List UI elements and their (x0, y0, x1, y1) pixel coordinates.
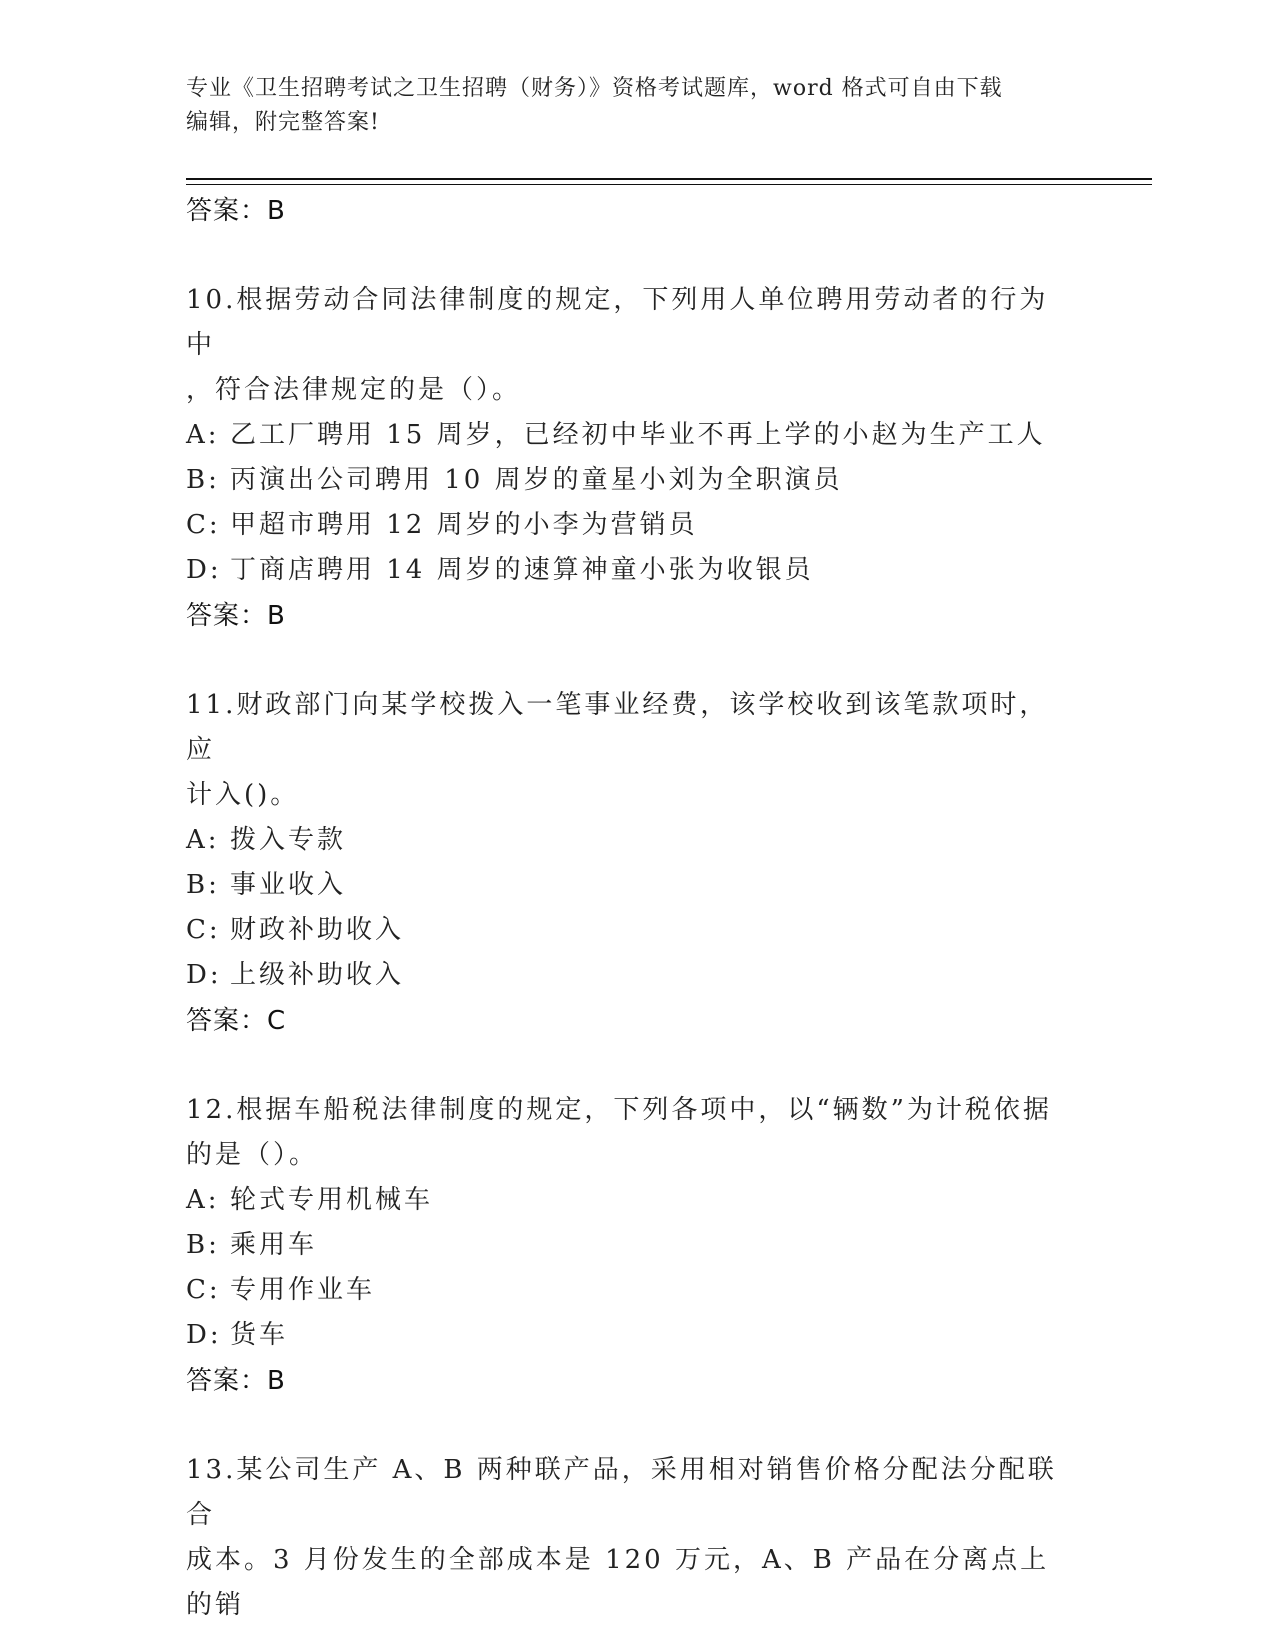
header-line-1: 专业《卫生招聘考试之卫生招聘（财务）》资格考试题库，word 格式可自由下载 (186, 76, 1003, 101)
option-text: 乙工厂聘用 15 周岁，已经初中毕业不再上学的小赵为生产工人 (230, 420, 1046, 450)
option-text: 轮式专用机械车 (230, 1185, 434, 1215)
option-a (186, 818, 1086, 863)
question-stem-line: 12.根据车船税法律制度的规定，下列各项中，以“辆数”为计税依据 (186, 1095, 1052, 1125)
option-a (186, 1178, 1086, 1223)
question-stem-line: ，符合法律规定的是（）。 (186, 375, 522, 405)
question-stem-line: 的是（）。 (186, 1140, 319, 1170)
option-text: 事业收入 (230, 870, 347, 900)
option-c (186, 908, 1086, 953)
question-stem-line: 11.财政部门向某学校拨入一笔事业经费，该学校收到该笔款项时，应 (186, 690, 1049, 765)
option-c (186, 1268, 1086, 1313)
option-b (186, 1223, 1086, 1268)
question-stem-line: 10.根据劳动合同法律制度的规定，下列用人单位聘用劳动者的行为中 (186, 285, 1049, 360)
option-text: 拨入专款 (230, 825, 347, 855)
option-c (186, 503, 1086, 548)
option-a (186, 413, 1086, 458)
answer-line: 答案：B (186, 1366, 286, 1396)
question-block-10 (186, 278, 1086, 639)
option-key: B: (186, 1230, 220, 1260)
option-key: C: (186, 915, 221, 945)
option-d (186, 548, 1086, 593)
answer-line: 答案：B (186, 601, 286, 631)
question-block-12 (186, 1088, 1086, 1404)
option-key: B: (186, 465, 220, 495)
spacer (186, 1044, 1086, 1088)
spacer (186, 639, 1086, 683)
spacer (186, 1404, 1086, 1448)
header-line-2: 编辑，附完整答案! (186, 110, 380, 135)
option-text: 乘用车 (230, 1230, 318, 1260)
option-text: 甲超市聘用 12 周岁的小李为营销员 (230, 510, 698, 540)
header-divider-thick (186, 178, 1152, 180)
question-stem-line: 计入()。 (186, 780, 300, 810)
document-header (186, 72, 1086, 140)
option-b (186, 863, 1086, 908)
header-divider-thin (186, 184, 1152, 185)
question-block-13 (186, 1448, 1086, 1628)
option-text: 丙演出公司聘用 10 周岁的童星小刘为全职演员 (230, 465, 843, 495)
option-key: D: (186, 960, 222, 990)
option-b (186, 458, 1086, 503)
option-key: C: (186, 510, 221, 540)
document-body (186, 188, 1086, 1628)
option-text: 货车 (230, 1320, 289, 1350)
option-key: A: (186, 1185, 220, 1215)
answer-line: 答案：C (186, 1006, 287, 1036)
option-d (186, 1313, 1086, 1358)
option-key: A: (186, 420, 220, 450)
option-text: 丁商店聘用 14 周岁的速算神童小张为收银员 (230, 555, 814, 585)
option-key: B: (186, 870, 220, 900)
option-text: 上级补助收入 (230, 960, 405, 990)
option-key: A: (186, 825, 220, 855)
option-text: 财政补助收入 (230, 915, 405, 945)
question-stem-line: 13.某公司生产 A、B 两种联产品，采用相对销售价格分配法分配联合 (186, 1455, 1057, 1530)
spacer (186, 234, 1086, 278)
option-key: D: (186, 1320, 222, 1350)
answer-line: 答案：B (186, 196, 286, 226)
question-stem-line: 成本。3 月份发生的全部成本是 120 万元，A、B 产品在分离点上的销 (186, 1545, 1050, 1620)
question-block-11 (186, 683, 1086, 1044)
option-key: D: (186, 555, 222, 585)
option-d (186, 953, 1086, 998)
option-text: 专用作业车 (230, 1275, 376, 1305)
option-key: C: (186, 1275, 221, 1305)
